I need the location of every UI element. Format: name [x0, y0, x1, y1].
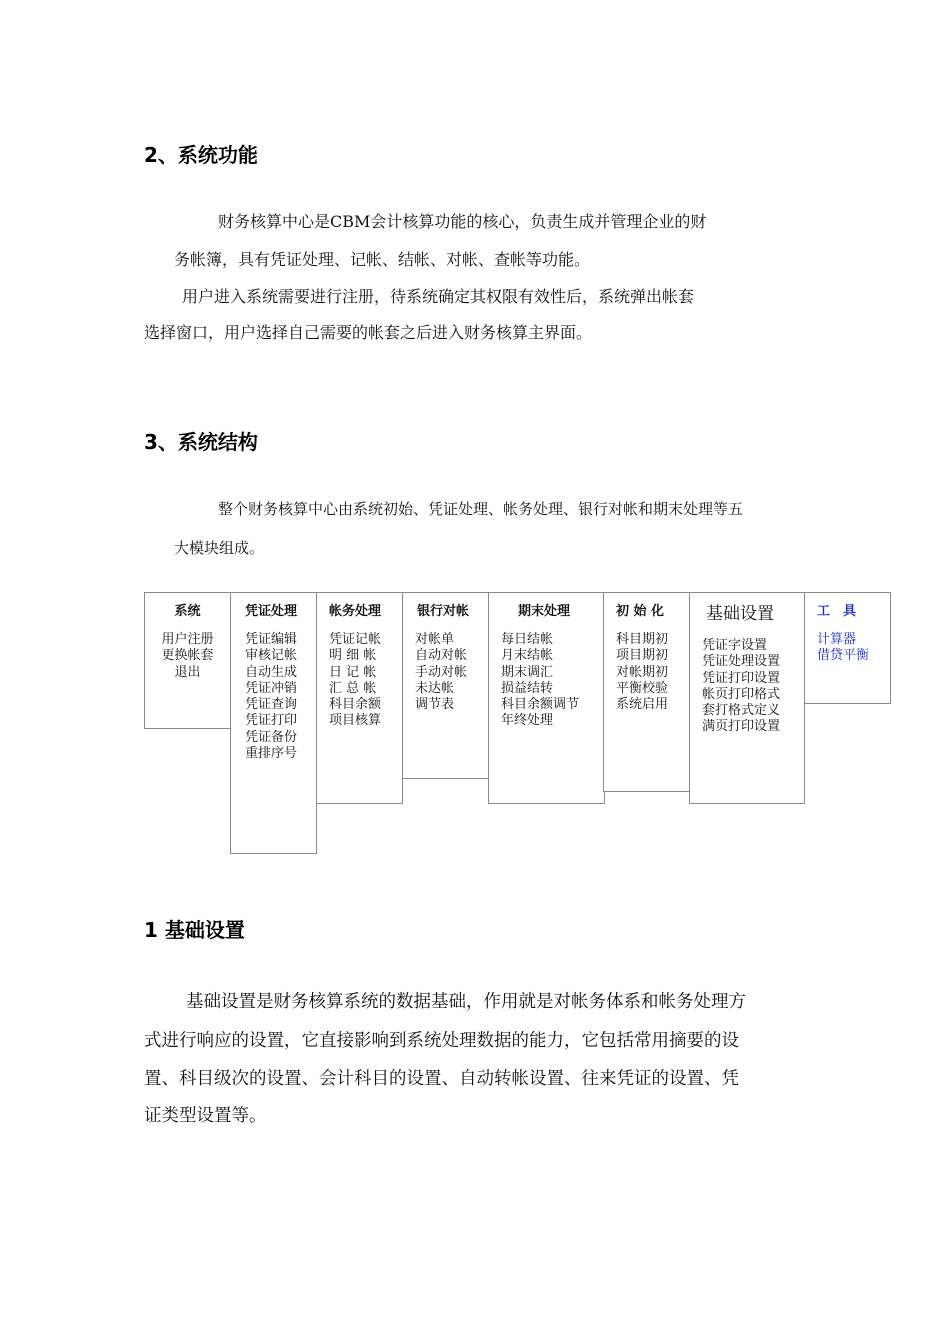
module-item: 借贷平衡 — [817, 648, 870, 664]
module-item: 调节表 — [415, 697, 455, 713]
module-title: 工 具 — [817, 604, 857, 619]
section-heading-system-functions: 2、系统功能 — [144, 143, 258, 167]
module-items — [616, 632, 668, 713]
paragraph-line: 置、科目级次的设置、会计科目的设置、自动转帐设置、往来凭证的设置、凭 — [144, 1069, 739, 1089]
module-box-initialization — [603, 592, 690, 792]
module-item: 帐页打印格式 — [702, 686, 781, 702]
module-item: 科目余额调节 — [501, 697, 580, 713]
module-item: 重排序号 — [245, 746, 298, 762]
module-item: 满页打印设置 — [702, 719, 781, 735]
module-item: 凭证字设置 — [702, 638, 768, 653]
module-item: 对帐期初 — [616, 664, 669, 680]
module-item: 项目期初 — [616, 648, 669, 664]
module-items — [415, 632, 467, 713]
paragraph-line: 证类型设置等。 — [144, 1106, 267, 1126]
module-title: 系统 — [174, 604, 201, 619]
module-item: 每日结帐 — [501, 632, 554, 647]
module-items — [817, 632, 869, 665]
module-item: 自动对帐 — [415, 648, 468, 664]
module-item: 明 细 帐 — [329, 648, 377, 664]
module-title: 基础设置 — [706, 604, 774, 624]
module-box-voucher — [230, 592, 317, 854]
module-items — [702, 638, 780, 736]
paragraph-line: 基础设置是财务核算系统的数据基础，作用就是对帐务体系和帐务处理方 — [186, 992, 746, 1012]
module-item: 套打格式定义 — [702, 703, 781, 719]
module-item: 日 记 帐 — [329, 664, 377, 680]
module-item: 凭证记帐 — [329, 632, 382, 647]
module-item: 科目期初 — [616, 632, 669, 647]
paragraph-line: 财务核算中心是CBM会计核算功能的核心，负责生成并管理企业的财 — [218, 212, 707, 231]
module-item: 项目核算 — [329, 713, 382, 729]
module-item: 更换帐套 — [161, 648, 214, 664]
module-item: 审核记帐 — [245, 648, 298, 664]
module-item: 计算器 — [817, 632, 857, 647]
paragraph-line: 式进行响应的设置，它直接影响到系统处理数据的能力，它包括常用摘要的设 — [144, 1031, 739, 1051]
paragraph-line: 大模块组成。 — [174, 539, 265, 557]
module-item: 未达帐 — [415, 680, 455, 696]
paragraph-line: 用户进入系统需要进行注册，待系统确定其权限有效性后，系统弹出帐套 — [182, 287, 695, 306]
module-item: 退出 — [174, 664, 201, 680]
module-item: 凭证冲销 — [245, 680, 298, 696]
section-heading-basic-settings: 1 基础设置 — [144, 918, 245, 942]
module-title: 期末处理 — [518, 604, 571, 619]
module-box-period-end — [488, 592, 605, 804]
module-item: 自动生成 — [245, 664, 298, 680]
module-box-basic-settings — [689, 592, 805, 804]
module-items — [501, 632, 579, 730]
module-item: 期末调汇 — [501, 664, 554, 680]
paragraph-line: 整个财务核算中心由系统初始、凭证处理、帐务处理、银行对帐和期末处理等五 — [218, 500, 744, 518]
module-item: 损益结转 — [501, 680, 554, 696]
module-items — [145, 632, 230, 681]
module-items — [245, 632, 297, 762]
module-item: 汇 总 帐 — [329, 680, 377, 696]
module-title: 初 始 化 — [616, 604, 665, 619]
module-item: 对帐单 — [415, 632, 455, 647]
module-title: 帐务处理 — [329, 604, 382, 619]
module-box-tools — [804, 592, 891, 704]
module-item: 用户注册 — [161, 632, 214, 647]
module-item: 科目余额 — [329, 697, 382, 713]
module-box-system — [144, 592, 231, 729]
module-item: 平衡校验 — [616, 680, 669, 696]
module-item: 手动对帐 — [415, 664, 468, 680]
paragraph-line: 选择窗口，用户选择自己需要的帐套之后进入财务核算主界面。 — [144, 323, 593, 342]
paragraph-line: 务帐簿，具有凭证处理、记帐、结帐、对帐、查帐等功能。 — [174, 250, 591, 269]
module-item: 系统启用 — [616, 697, 669, 713]
module-box-bank-reconciliation — [402, 592, 489, 779]
module-box-accounting — [316, 592, 403, 804]
module-item: 凭证处理设置 — [702, 654, 781, 670]
module-item: 月末结帐 — [501, 648, 554, 664]
module-item: 凭证编辑 — [245, 632, 298, 647]
section-heading-system-structure: 3、系统结构 — [144, 430, 258, 454]
module-item: 凭证查询 — [245, 697, 298, 713]
module-items — [329, 632, 381, 730]
module-title: 凭证处理 — [245, 604, 298, 619]
module-item: 年终处理 — [501, 713, 554, 729]
module-title: 银行对帐 — [417, 604, 470, 619]
module-item: 凭证打印设置 — [702, 670, 781, 686]
module-item: 凭证打印 — [245, 713, 298, 729]
module-item: 凭证备份 — [245, 729, 298, 745]
